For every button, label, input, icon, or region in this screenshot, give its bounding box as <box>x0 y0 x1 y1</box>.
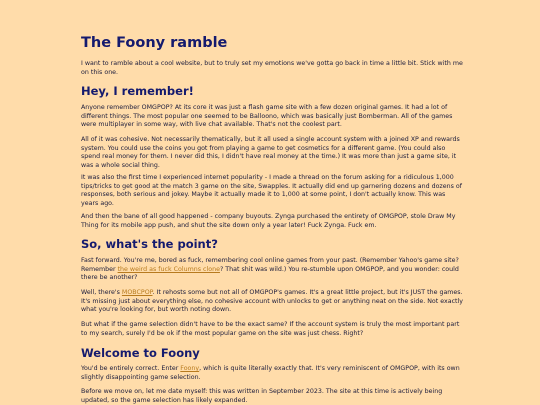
section-heading-point: So, what's the point? <box>81 237 218 251</box>
section-heading-remember: Hey, I remember! <box>81 84 194 98</box>
text: ? That shit was wild.) You re-stumble upon OMGPOP, and you wonder: could there be another? <box>81 265 459 282</box>
paragraph-omgpop: Anyone remember OMGPOP? At its core it was just a flash game site with a few dozen original games. It had a lot of different things. The most popular one seemed to be Balloono, which was basically just Bomberman. All of the games were multiplayer in some way, with live chat available. That's not the coolest part. <box>81 104 453 129</box>
section-heading-welcome: Welcome to Foony <box>81 346 200 360</box>
text: Well, there's <box>81 289 122 296</box>
foony-link[interactable]: Foony <box>180 365 200 372</box>
columns-clone-link[interactable]: the weird as fuck Columns clone <box>117 265 220 273</box>
intro-paragraph: I want to ramble about a cool website, but to truly set my emotions we've gotta go back in time a little bit. Stick with me on this one. <box>81 60 463 76</box>
page-title: The Foony ramble <box>81 35 228 51</box>
paragraph-popularity: It was also the first time I experienced internet popularity - I made a thread on the forum asking for a ridiculous 1,000 tips/tricks to get good at the match 3 game on the site, Swapples. It actually did end up garnering dozens and dozens of responses, both serious and jokey. Maybe it actually made it to 1,000 at some point, I don't actually know. This was years ago. <box>81 174 462 207</box>
paragraph-mobcpop <box>81 289 463 315</box>
paragraph-buyout: And then the bane of all good happened - company buyouts. Zynga purchased the entirety of OMGPOP, stole Draw My Thing for its mobile app push, and shut the site down only a year later! Fuck Zynga. Fuck em. <box>81 213 456 229</box>
text: . It rehosts some but not all of OMGPOP's games. It's a great little project, but it's JUST the games. It's missing just about everything else, no cohesive account with unlocks to get or anything neat on the side. Not exactly what you're looking for, but worth noting down. <box>81 289 463 314</box>
mobcpop-link[interactable]: MOBCPOP <box>121 289 153 296</box>
paragraph-enter-foony <box>81 365 463 382</box>
paragraph-fast-forward <box>81 257 463 283</box>
text: You'd be entirely correct. Enter <box>81 365 181 372</box>
text: , which is quite literally exactly that. It's very reminiscent of OMGPOP, with its own slightly disappointing game selection. <box>81 365 460 381</box>
paragraph-what-if: But what if the game selection didn't have to be the exact same? If the account system is truly the most important part to my search, surely I'd be ok if the most popular game on the site was just chess. Right? <box>81 321 460 337</box>
paragraph-cohesive: All of it was cohesive. Not necessarily thematically, but it all used a single account system with a joined XP and rewards system. You could use the coins you got from playing a game to get cosmetics for a different game. (You could also spend real money for them. I never did this, I didn't have real money at the time.) It was more than just a game site, it was a whole social thing. <box>81 136 460 169</box>
text: Fast forward. You're me, bored as fuck, remembering cool online games from your past. (Remember Yahoo's game site? Remember <box>81 257 459 273</box>
paragraph-date: Before we move on, let me date myself: this was written in September 2023. The site at this time is actively being updated, so the game selection has likely expanded. <box>81 388 443 404</box>
